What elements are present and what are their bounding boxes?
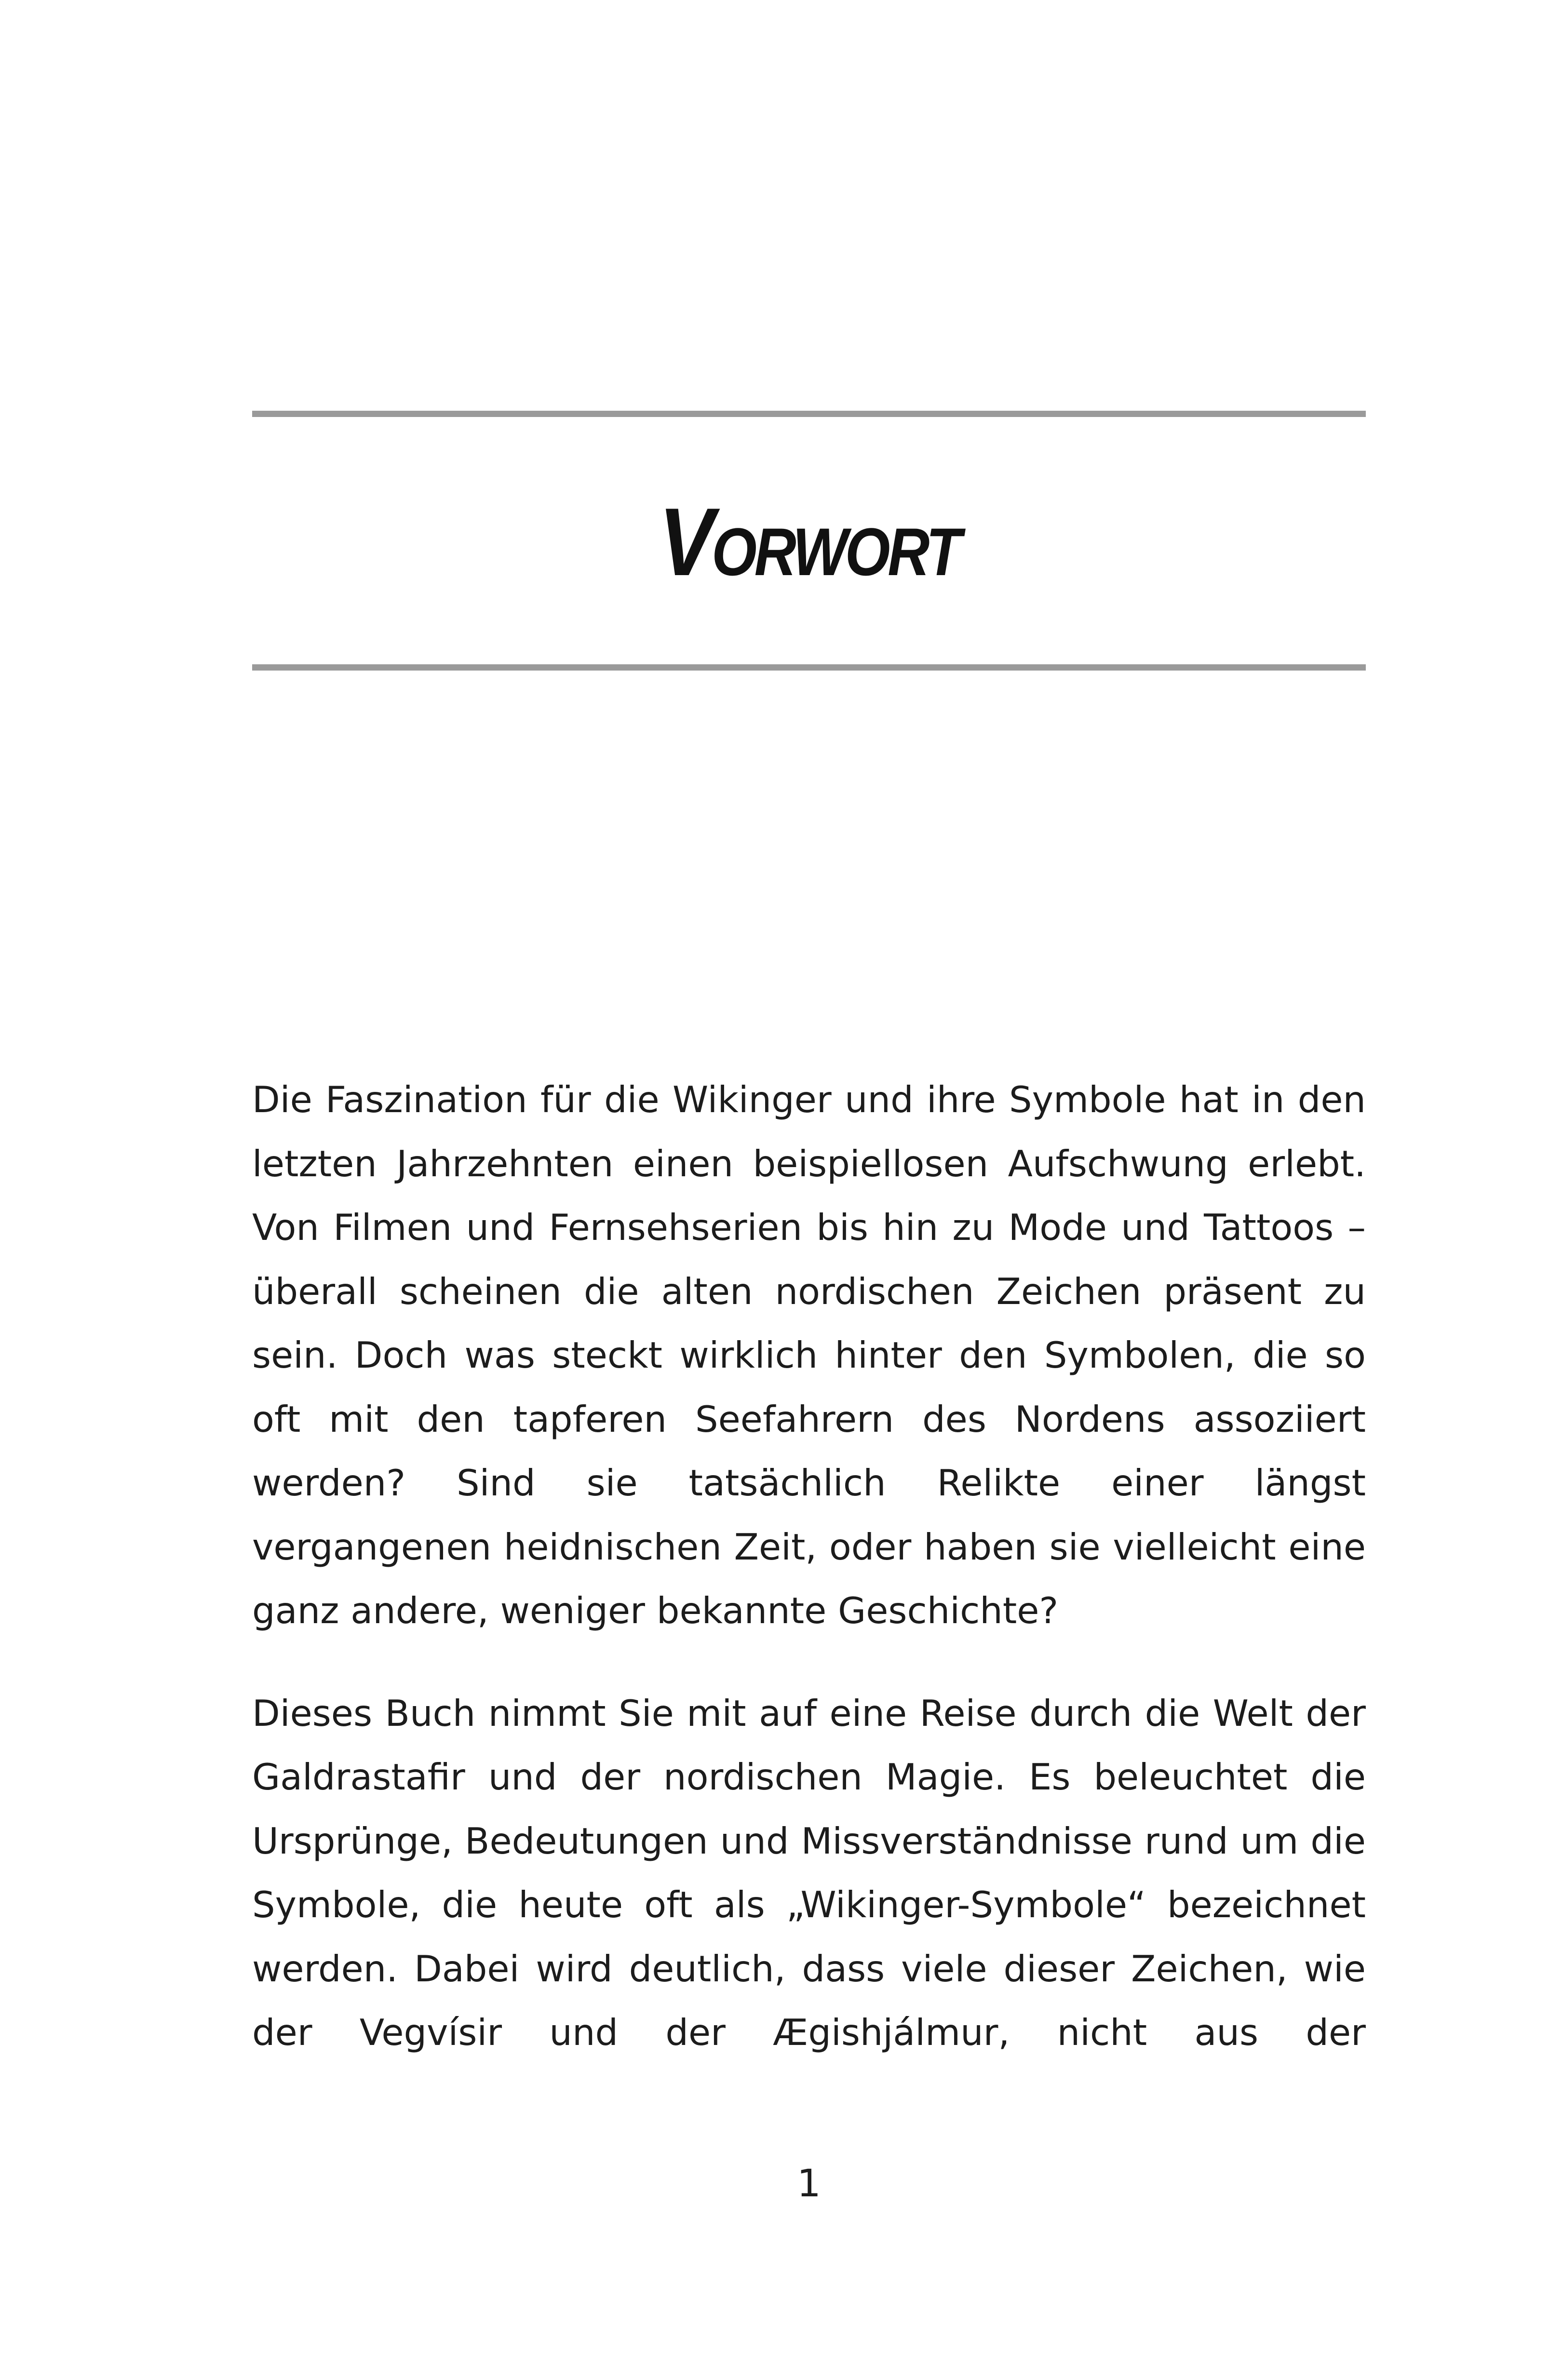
body-text bbox=[252, 1068, 1366, 2103]
paragraph-1: Die Faszination für die Wikinger und ihre Symbole hat in den letzten Jahrzehnten einen beispiellosen Aufschwung erlebt. Von Filmen und Fernsehserien bis hin zu Mode und Tattoos – überall scheinen die alten nordischen Zeichen präsent zu sein. Doch was steckt wirklich hinter den Symbolen, die so oft mit den tapferen Seefahrern des Nordens assoziiert werden? Sind sie tatsächlich Relikte einer längst vergangenen heidnischen Zeit, oder haben sie vielleicht eine ganz andere, weniger bekannte Geschichte? bbox=[252, 1078, 1366, 1632]
title-rule-bottom bbox=[252, 664, 1366, 671]
page-number: 1 bbox=[797, 2162, 821, 2205]
chapter-title: Vorwort bbox=[659, 488, 959, 596]
title-rule-top bbox=[252, 411, 1366, 417]
paragraph-2: Dieses Buch nimmt Sie mit auf eine Reise durch die Welt der Galdrastafir und der nordischen Magie. Es beleuchtet die Ursprünge, Bedeutungen und Missverständnisse rund um die Symbole, die heute oft als „Wikinger-Symbole“ bezeichnet werden. Dabei wird deutlich, dass viele dieser Zeichen, wie der Vegvísir und der Ægishjálmur, nicht aus der bbox=[252, 1692, 1366, 2054]
